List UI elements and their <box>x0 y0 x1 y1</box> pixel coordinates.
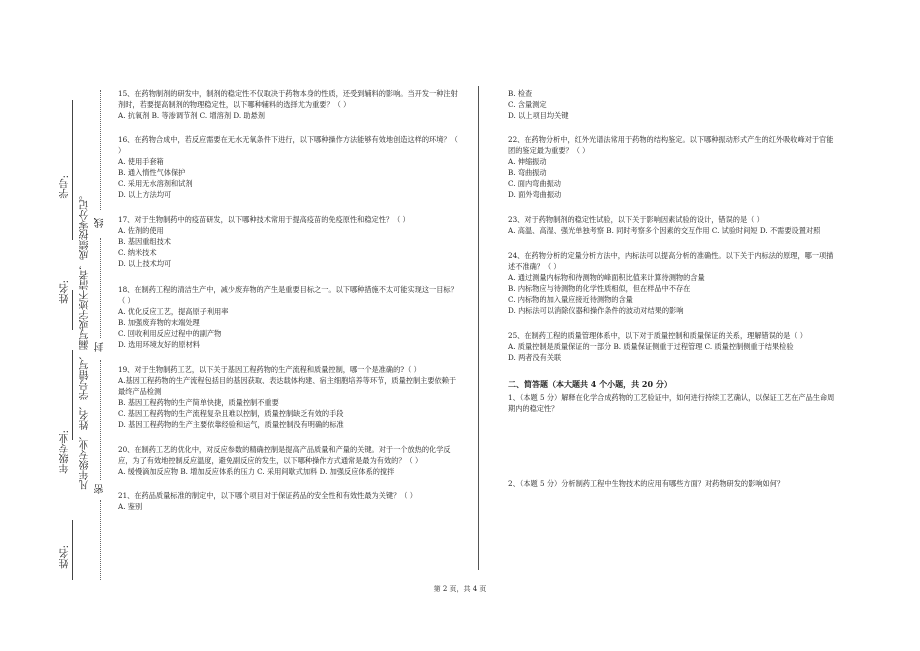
question-text: 19、对于生物制药工艺，以下关于基因工程药物的生产流程和质量控制，哪一个是准确的?（ ） <box>118 365 421 374</box>
question-option: C. 基因工程药物的生产流程复杂且难以控制，质量控制缺乏有效的手段 <box>118 409 344 418</box>
question-option: A. 佐剂的使用 <box>118 226 164 235</box>
question-text: 24、在药物分析的定量分析方法中，内标法可以提高分析的准确性。以下关于内标法的原理，哪一项描述不准确？（ ） <box>508 251 834 271</box>
question-17 <box>118 214 458 269</box>
binding-mark: 密 <box>95 484 106 494</box>
question-21-continued <box>508 88 838 121</box>
page-footer: 第 2 页，共 4 页 <box>433 585 487 593</box>
question-option: C. 纳米技术 <box>118 248 157 257</box>
question-option: A. 质量控制是质量保证的一部分 B. 质量保证侧重于过程管理 C. 质量控制侧重于结果检验 <box>508 342 794 351</box>
question-24 <box>508 250 838 316</box>
question-option: C. 回收利用反应过程中的副产物 <box>118 329 222 338</box>
question-text: 22、在药物分析中，红外光谱法常用于药物的结构鉴定。以下哪种振动形式产生的红外吸收峰对于官能团的鉴定最为重要？（ ） <box>508 135 834 155</box>
question-option: C. 含量测定 <box>508 100 547 109</box>
question-option: D. 以上项目均关键 <box>508 111 569 120</box>
question-option: B. 通入惰性气体保护 <box>118 168 186 177</box>
question-option: C. 面内弯曲振动 <box>508 179 561 188</box>
question-19 <box>118 364 458 430</box>
binding-line-bottom <box>72 520 73 580</box>
question-option: D. 两者没有关联 <box>508 353 562 362</box>
dotted-line-upper <box>100 90 101 210</box>
question-20 <box>118 444 458 477</box>
dotted-line-lower <box>100 360 101 480</box>
question-option: A. 使用手套箱 <box>118 157 164 166</box>
question-text: 17、对于生物制药中的疫苗研发，以下哪种技术常用于提高疫苗的免疫原性和稳定性？（ ） <box>118 215 410 224</box>
question-22 <box>508 134 838 200</box>
question-option: A. 抗氧剂 B. 等渗调节剂 C. 增溶剂 D. 助悬剂 <box>118 111 265 120</box>
question-option: A.基因工程药物的生产流程包括目的基因获取、表达载体构建、宿主细胞培养等环节，质量控制主要依赖于最终产品检测 <box>118 376 457 396</box>
question-option: B. 基因重组技术 <box>118 237 171 246</box>
short-answer-2: 2、（本题 5 分）分析制药工程中生物技术的应用有哪些方面？对药物研发的影响如何？ <box>508 479 785 488</box>
question-option: A. 鉴别 <box>118 502 143 511</box>
question-text: 23、对于药物制剂的稳定性试验，以下关于影响因素试验的设计，错误的是（ ） <box>508 215 764 224</box>
question-option: D. 面外弯曲振动 <box>508 190 562 199</box>
dotted-line-middle <box>100 238 101 338</box>
question-16 <box>118 134 458 200</box>
question-option: D. 以上技术均可 <box>118 259 172 268</box>
question-21 <box>118 490 458 512</box>
question-option: D. 选用环境友好的原材料 <box>118 340 200 349</box>
section-title: 二、简答题（本大题共 4 个小题，共 20 分） <box>508 379 672 389</box>
question-text: 18、在制药工程的清洁生产中，减少废弃物的产生是重要目标之一。以下哪种措施不太可能实现这一目标？（ ） <box>118 285 458 305</box>
name-bottom-label: 姓名: <box>60 545 71 569</box>
question-option: D. 以上方法均可 <box>118 190 172 199</box>
question-option: A. 缓慢滴加反应物 B. 增加反应体系的压力 C. 采用间歇式加料 D. 加强反应体系的搅拌 <box>118 467 395 476</box>
class-label: 年级专业: <box>60 430 71 474</box>
question-15 <box>118 88 458 121</box>
question-18 <box>118 284 458 350</box>
dotted-line-bottom <box>100 500 101 580</box>
binding-line-top <box>72 100 73 240</box>
question-option: B. 弯曲振动 <box>508 168 547 177</box>
question-text: 15、在药物制剂的研发中，制剂的稳定性不仅取决于药物本身的性质，还受到辅料的影响。当开发一种注射剂时，若要提高制剂的物理稳定性，以下哪种辅料的选择尤为重要？（ ） <box>118 89 458 109</box>
question-text: 21、在药品质量标准的制定中，以下哪个项目对于保证药品的安全性和有效性最为关键？（ ） <box>118 491 417 500</box>
question-option: D. 基因工程药物的生产主要依靠经验和运气，质量控制没有明确的标准 <box>118 420 344 429</box>
question-option: A. 通过测量内标物和待测物的峰面积比值来计算待测物的含量 <box>508 273 705 282</box>
column-divider <box>478 86 479 570</box>
question-option: B. 内标物应与待测物的化学性质相似，但在样品中不存在 <box>508 284 691 293</box>
question-option: B. 基因工程药物的生产简单快捷，质量控制不重要 <box>118 398 279 407</box>
seal-mark: 封 <box>95 342 106 352</box>
left-column <box>118 88 458 524</box>
question-option: C. 采用无水溶剂和试剂 <box>118 179 193 188</box>
binding-line-lower <box>72 350 73 440</box>
question-option: D. 内标法可以消除仪器和操作条件的波动对结果的影响 <box>508 306 684 315</box>
name-label: 姓名: <box>60 280 71 304</box>
question-text: 25、在制药工程的质量管理体系中，以下对于质量控制和质量保证的关系，理解错误的是（ ） <box>508 331 807 340</box>
question-23 <box>508 214 838 236</box>
question-option: B. 加强废弃物的末端处理 <box>118 318 200 327</box>
question-option: C. 内标物的加入量应接近待测物的含量 <box>508 295 633 304</box>
question-option: A. 伸缩振动 <box>508 157 547 166</box>
question-option: A. 高温、高湿、强光单独考察 B. 同时考察多个因素的交互作用 C. 试验时间短 D. 不需要设置对照 <box>508 226 821 235</box>
warning-text: 凡年级专业、姓名、学号错写、漏写或字迹不清者，成绩按零分记。 <box>80 190 91 490</box>
line-mark: 线 <box>95 218 106 228</box>
question-option: A. 优化反应工艺，提高原子利用率 <box>118 307 229 316</box>
student-id-label: 学号: <box>60 175 71 199</box>
short-answer-1: 1、（本题 5 分）解释在化学合成药物的工艺验证中，如何进行持续工艺确认，以保证工艺在产品生命周期内的稳定性？ <box>508 393 835 413</box>
question-option: B. 检查 <box>508 89 533 98</box>
question-text: 16、在药物合成中，若反应需要在无水无氧条件下进行，以下哪种操作方法能够有效地创造这样的环境？（ ） <box>118 135 458 155</box>
question-text: 20、在制药工艺的优化中，对反应参数的精确控制是提高产品质量和产量的关键。对于一个放热的化学反应，为了有效地控制反应温度，避免副反应的发生，以下哪种操作方式通常是最为有效的？（ ） <box>118 445 451 465</box>
right-column <box>508 88 838 489</box>
question-25 <box>508 330 838 363</box>
binding-line-mid <box>72 290 73 330</box>
